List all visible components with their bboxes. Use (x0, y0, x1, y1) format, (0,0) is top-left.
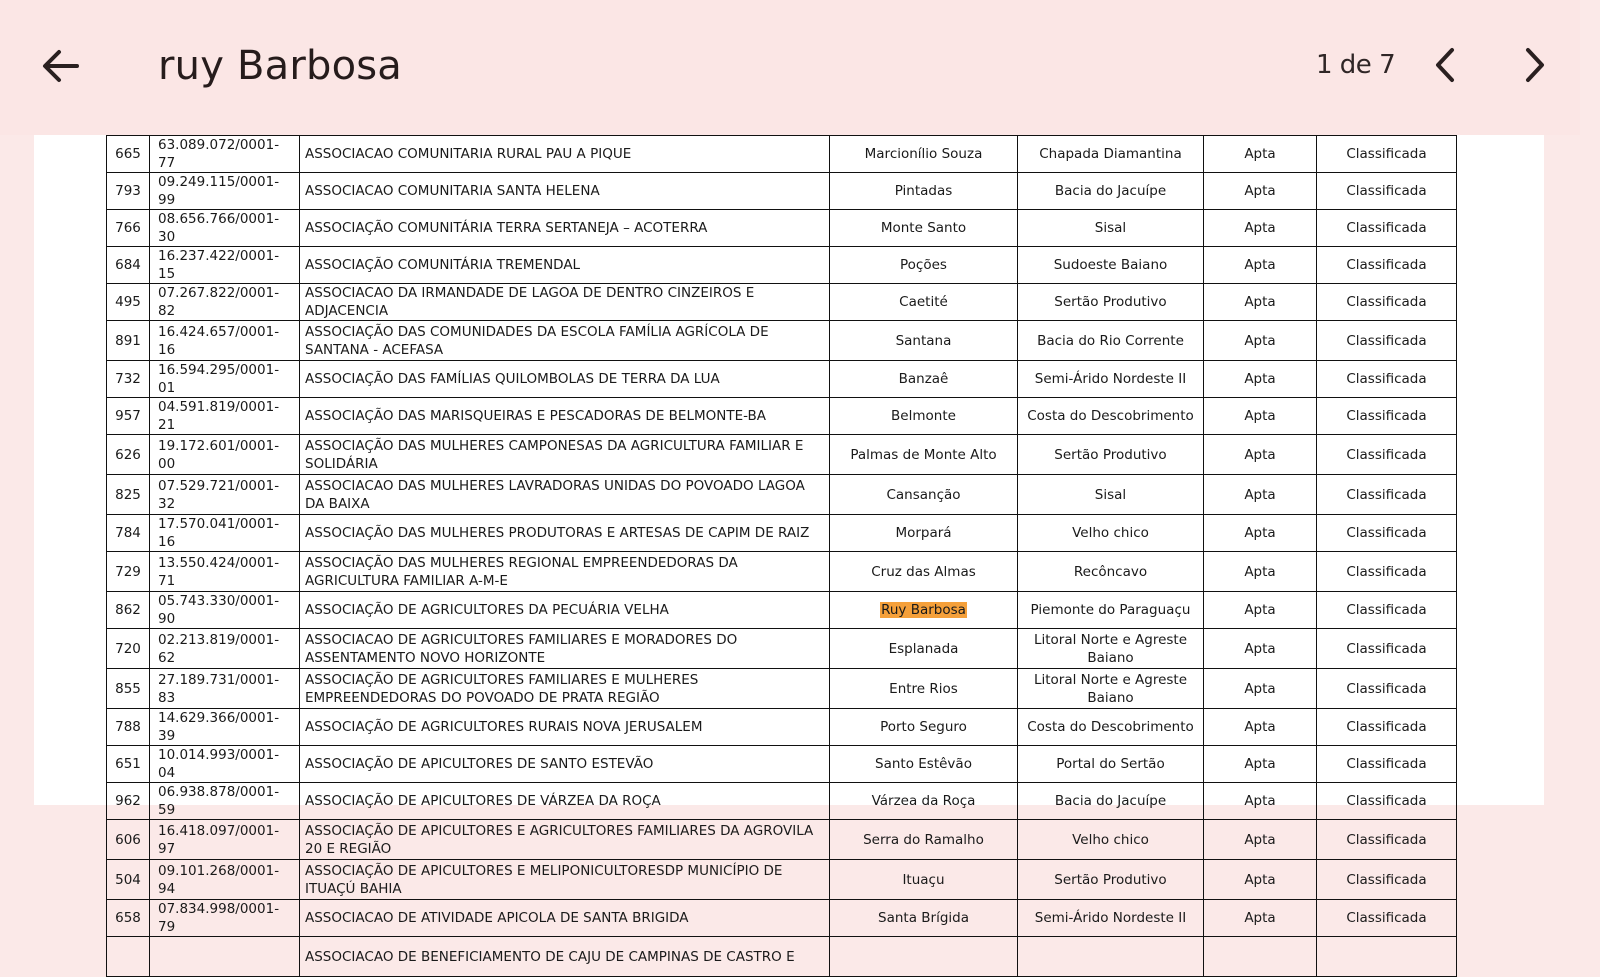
cnpj-cell: 02.213.819/0001-62 (150, 629, 300, 669)
organization-name-cell: ASSOCIAÇÃO DAS MARISQUEIRAS E PESCADORAS DE BELMONTE-BA (300, 398, 830, 435)
cnpj-cell: 07.529.721/0001-32 (150, 475, 300, 515)
result-cell: Classificada (1317, 669, 1457, 709)
chevron-left-icon (1430, 46, 1460, 84)
status-cell: Apta (1204, 284, 1317, 321)
table-row (107, 709, 1457, 746)
territory-cell: Velho chico (1018, 515, 1204, 552)
status-cell: Apta (1204, 173, 1317, 210)
territory-cell: Recôncavo (1018, 552, 1204, 592)
organization-name-cell: ASSOCIAÇÃO DE AGRICULTORES RURAIS NOVA JERUSALEM (300, 709, 830, 746)
table-row (107, 629, 1457, 669)
municipality-cell: Ituaçu (830, 860, 1018, 900)
result-cell: Classificada (1317, 592, 1457, 629)
result-cell: Classificada (1317, 629, 1457, 669)
organization-name-cell: ASSOCIAÇÃO DAS MULHERES REGIONAL EMPREENDEDORAS DA AGRICULTURA FAMILIAR A-M-E (300, 552, 830, 592)
row-number: 962 (107, 783, 150, 820)
result-cell: Classificada (1317, 820, 1457, 860)
territory-cell: Sertão Produtivo (1018, 860, 1204, 900)
cnpj-cell: 05.743.330/0001-90 (150, 592, 300, 629)
table-row (107, 284, 1457, 321)
organization-name-cell: ASSOCIAÇÃO DAS COMUNIDADES DA ESCOLA FAMÍLIA AGRÍCOLA DE SANTANA - ACEFASA (300, 321, 830, 361)
result-cell: Classificada (1317, 515, 1457, 552)
table-row (107, 515, 1457, 552)
status-cell: Apta (1204, 669, 1317, 709)
result-cell: Classificada (1317, 247, 1457, 284)
territory-cell: Piemonte do Paraguaçu (1018, 592, 1204, 629)
organization-name-cell: ASSOCIACAO DE BENEFICIAMENTO DE CAJU DE CAMPINAS DE CASTRO E (300, 937, 830, 977)
territory-cell: Sudoeste Baiano (1018, 247, 1204, 284)
territory-cell: Costa do Descobrimento (1018, 709, 1204, 746)
result-cell: Classificada (1317, 552, 1457, 592)
municipality-cell: Entre Rios (830, 669, 1018, 709)
table-row (107, 475, 1457, 515)
organization-name-cell: ASSOCIAÇÃO COMUNITÁRIA TERRA SERTANEJA – ACOTERRA (300, 210, 830, 247)
municipality-cell: Várzea da Roça (830, 783, 1018, 820)
territory-cell: Bacia do Jacuípe (1018, 783, 1204, 820)
status-cell: Apta (1204, 746, 1317, 783)
cnpj-cell: 09.101.268/0001-94 (150, 860, 300, 900)
status-cell: Apta (1204, 247, 1317, 284)
municipality-cell: Cansanção (830, 475, 1018, 515)
table-row (107, 247, 1457, 284)
organization-name-cell: ASSOCIAÇÃO DAS MULHERES PRODUTORAS E ARTESAS DE CAPIM DE RAIZ (300, 515, 830, 552)
table-row (107, 552, 1457, 592)
cnpj-cell: 17.570.041/0001-16 (150, 515, 300, 552)
table-row (107, 361, 1457, 398)
organization-name-cell: ASSOCIAÇÃO COMUNITÁRIA TREMENDAL (300, 247, 830, 284)
result-cell: Classificada (1317, 173, 1457, 210)
status-cell: Apta (1204, 900, 1317, 937)
status-cell: Apta (1204, 629, 1317, 669)
status-cell: Apta (1204, 820, 1317, 860)
municipality-cell: Marcionílio Souza (830, 136, 1018, 173)
territory-cell: Velho chico (1018, 820, 1204, 860)
status-cell: Apta (1204, 515, 1317, 552)
table-row (107, 669, 1457, 709)
row-number: 729 (107, 552, 150, 592)
organization-name-cell: ASSOCIAÇÃO DE APICULTORES DE SANTO ESTEVÃO (300, 746, 830, 783)
next-match-button[interactable] (1512, 42, 1558, 88)
cnpj-cell: 16.418.097/0001-97 (150, 820, 300, 860)
match-counter: 1 de 7 (1316, 50, 1396, 80)
table-row (107, 937, 1457, 977)
table-row (107, 173, 1457, 210)
row-number: 720 (107, 629, 150, 669)
organization-name-cell: ASSOCIACAO DAS MULHERES LAVRADORAS UNIDAS DO POVOADO LAGOA DA BAIXA (300, 475, 830, 515)
row-number: 793 (107, 173, 150, 210)
municipality-cell: Palmas de Monte Alto (830, 435, 1018, 475)
chevron-right-icon (1520, 46, 1550, 84)
result-cell: Classificada (1317, 709, 1457, 746)
municipality-cell (830, 592, 1018, 629)
search-query[interactable]: ruy Barbosa (158, 43, 402, 89)
result-cell: Classificada (1317, 435, 1457, 475)
municipality-cell: Banzaê (830, 361, 1018, 398)
territory-cell: Sertão Produtivo (1018, 435, 1204, 475)
status-cell: Apta (1204, 552, 1317, 592)
row-number (107, 937, 150, 977)
status-cell: Apta (1204, 592, 1317, 629)
previous-match-button[interactable] (1422, 42, 1468, 88)
row-number: 504 (107, 860, 150, 900)
organization-name-cell: ASSOCIACAO DE AGRICULTORES FAMILIARES E MORADORES DO ASSENTAMENTO NOVO HORIZONTE (300, 629, 830, 669)
organization-name-cell: ASSOCIAÇÃO DE APICULTORES DE VÁRZEA DA ROÇA (300, 783, 830, 820)
row-number: 626 (107, 435, 150, 475)
table-row (107, 136, 1457, 173)
row-number: 891 (107, 321, 150, 361)
cnpj-cell: 27.189.731/0001-83 (150, 669, 300, 709)
cnpj-cell: 16.594.295/0001-01 (150, 361, 300, 398)
territory-cell: Semi-Árido Nordeste II (1018, 900, 1204, 937)
territory-cell: Sertão Produtivo (1018, 284, 1204, 321)
status-cell: Apta (1204, 860, 1317, 900)
table-row (107, 746, 1457, 783)
result-cell: Classificada (1317, 136, 1457, 173)
territory-cell: Bacia do Jacuípe (1018, 173, 1204, 210)
row-number: 957 (107, 398, 150, 435)
municipality-cell: Santo Estêvão (830, 746, 1018, 783)
territory-cell: Portal do Sertão (1018, 746, 1204, 783)
row-number: 732 (107, 361, 150, 398)
result-cell: Classificada (1317, 321, 1457, 361)
row-number: 784 (107, 515, 150, 552)
status-cell: Apta (1204, 136, 1317, 173)
territory-cell: Bacia do Rio Corrente (1018, 321, 1204, 361)
organization-name-cell: ASSOCIAÇÃO DE APICULTORES E AGRICULTORES FAMILIARES DA AGROVILA 20 E REGIÃO (300, 820, 830, 860)
municipality-cell: Serra do Ramalho (830, 820, 1018, 860)
result-cell: Classificada (1317, 900, 1457, 937)
territory-cell: Sisal (1018, 475, 1204, 515)
cnpj-cell: 09.249.115/0001-99 (150, 173, 300, 210)
organization-name-cell: ASSOCIAÇÃO DE AGRICULTORES FAMILIARES E MULHERES EMPREENDEDORAS DO POVOADO DE PRATA REGIÃO (300, 669, 830, 709)
territory-cell (1018, 937, 1204, 977)
cnpj-cell: 13.550.424/0001-71 (150, 552, 300, 592)
result-cell: Classificada (1317, 210, 1457, 247)
result-cell: Classificada (1317, 475, 1457, 515)
cnpj-cell: 04.591.819/0001-21 (150, 398, 300, 435)
municipality-cell: Belmonte (830, 398, 1018, 435)
organization-name-cell: ASSOCIACAO DE ATIVIDADE APICOLA DE SANTA BRIGIDA (300, 900, 830, 937)
municipality-cell: Pintadas (830, 173, 1018, 210)
organization-name-cell: ASSOCIAÇÃO DE APICULTORES E MELIPONICULTORESDP MUNICÍPIO DE ITUAÇÚ BAHIA (300, 860, 830, 900)
territory-cell: Sisal (1018, 210, 1204, 247)
territory-cell: Chapada Diamantina (1018, 136, 1204, 173)
row-number: 665 (107, 136, 150, 173)
municipality-cell: Poções (830, 247, 1018, 284)
document-page[interactable] (34, 135, 1544, 965)
municipality-cell (830, 937, 1018, 977)
status-cell: Apta (1204, 321, 1317, 361)
organization-name-cell: ASSOCIAÇÃO DAS FAMÍLIAS QUILOMBOLAS DE TERRA DA LUA (300, 361, 830, 398)
status-cell: Apta (1204, 398, 1317, 435)
table-row (107, 783, 1457, 820)
row-number: 495 (107, 284, 150, 321)
municipality-cell: Morpará (830, 515, 1018, 552)
organization-name-cell: ASSOCIACAO COMUNITARIA SANTA HELENA (300, 173, 830, 210)
territory-cell: Semi-Árido Nordeste II (1018, 361, 1204, 398)
find-in-page-bar (0, 0, 1580, 135)
result-cell: Classificada (1317, 398, 1457, 435)
row-number: 862 (107, 592, 150, 629)
back-button[interactable] (38, 44, 84, 88)
result-cell: Classificada (1317, 361, 1457, 398)
row-number: 788 (107, 709, 150, 746)
municipality-cell: Esplanada (830, 629, 1018, 669)
table-row (107, 592, 1457, 629)
organization-name-cell: ASSOCIACAO DA IRMANDADE DE LAGOA DE DENTRO CINZEIROS E ADJACENCIA (300, 284, 830, 321)
cnpj-cell: 07.267.822/0001-82 (150, 284, 300, 321)
cnpj-cell: 16.424.657/0001-16 (150, 321, 300, 361)
municipality-cell: Santana (830, 321, 1018, 361)
status-cell (1204, 937, 1317, 977)
result-cell: Classificada (1317, 783, 1457, 820)
municipality-cell: Caetité (830, 284, 1018, 321)
cnpj-cell (150, 937, 300, 977)
status-cell: Apta (1204, 435, 1317, 475)
result-cell: Classificada (1317, 284, 1457, 321)
row-number: 651 (107, 746, 150, 783)
organization-name-cell: ASSOCIAÇÃO DAS MULHERES CAMPONESAS DA AGRICULTURA FAMILIAR E SOLIDÁRIA (300, 435, 830, 475)
status-cell: Apta (1204, 361, 1317, 398)
territory-cell: Litoral Norte e Agreste Baiano (1018, 669, 1204, 709)
status-cell: Apta (1204, 709, 1317, 746)
municipality-cell: Cruz das Almas (830, 552, 1018, 592)
cnpj-cell: 10.014.993/0001-04 (150, 746, 300, 783)
table-row (107, 900, 1457, 937)
organization-name-cell: ASSOCIAÇÃO DE AGRICULTORES DA PECUÁRIA VELHA (300, 592, 830, 629)
table-row (107, 321, 1457, 361)
row-number: 766 (107, 210, 150, 247)
cnpj-cell: 07.834.998/0001-79 (150, 900, 300, 937)
organization-name-cell: ASSOCIACAO COMUNITARIA RURAL PAU A PIQUE (300, 136, 830, 173)
row-number: 825 (107, 475, 150, 515)
territory-cell: Costa do Descobrimento (1018, 398, 1204, 435)
territory-cell: Litoral Norte e Agreste Baiano (1018, 629, 1204, 669)
municipality-cell: Monte Santo (830, 210, 1018, 247)
row-number: 658 (107, 900, 150, 937)
row-number: 684 (107, 247, 150, 284)
result-cell: Classificada (1317, 860, 1457, 900)
table-row (107, 398, 1457, 435)
cnpj-cell: 14.629.366/0001-39 (150, 709, 300, 746)
cnpj-cell: 06.938.878/0001-59 (150, 783, 300, 820)
municipality-cell: Santa Brígida (830, 900, 1018, 937)
cnpj-cell: 63.089.072/0001-77 (150, 136, 300, 173)
cnpj-cell: 16.237.422/0001-15 (150, 247, 300, 284)
arrow-left-icon (41, 46, 81, 86)
result-cell (1317, 937, 1457, 977)
row-number: 606 (107, 820, 150, 860)
status-cell: Apta (1204, 783, 1317, 820)
results-table (106, 135, 1457, 977)
row-number: 855 (107, 669, 150, 709)
status-cell: Apta (1204, 475, 1317, 515)
table-row (107, 820, 1457, 860)
table-row (107, 210, 1457, 247)
status-cell: Apta (1204, 210, 1317, 247)
table-row (107, 435, 1457, 475)
table-row (107, 860, 1457, 900)
search-match-highlight: Ruy Barbosa (881, 602, 966, 618)
cnpj-cell: 08.656.766/0001-30 (150, 210, 300, 247)
result-cell: Classificada (1317, 746, 1457, 783)
cnpj-cell: 19.172.601/0001-00 (150, 435, 300, 475)
municipality-cell: Porto Seguro (830, 709, 1018, 746)
